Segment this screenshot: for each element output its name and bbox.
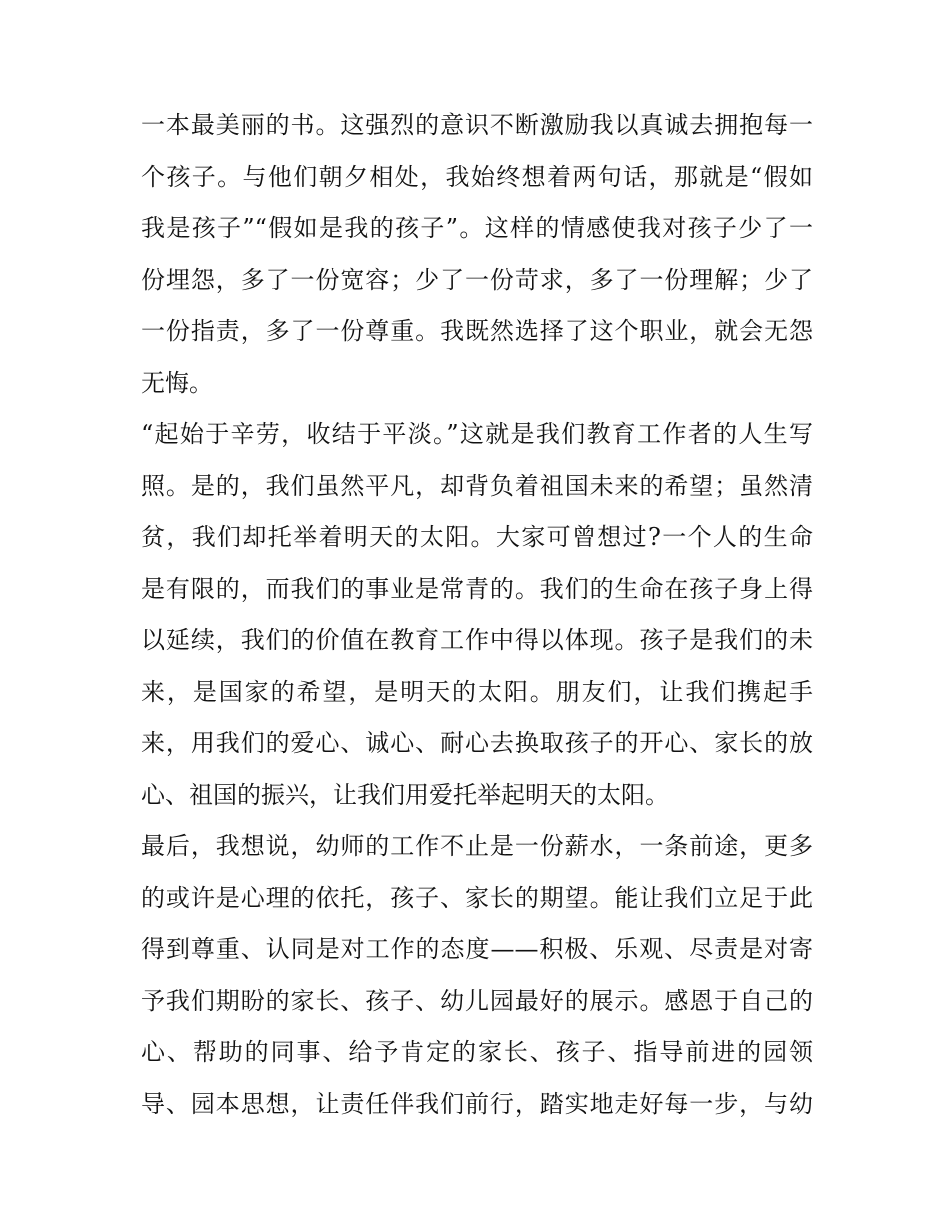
paragraph-1-line-5: 一份指责，多了一份尊重。我既然选择了这个职业，就会无怨 bbox=[141, 317, 813, 345]
paragraph-3-line-6: 导、园本思想，让责任伴我们前行，踏实地走好每一步，与幼 bbox=[141, 1089, 813, 1118]
paragraph-3-line-4: 予我们期盼的家长、孩子、幼儿园最好的展示。感恩于自己的 bbox=[141, 986, 813, 1015]
paragraph-2-line-1: “起始于辛劳，收结于平淡。”这就是我们教育工作者的人生写 bbox=[141, 420, 813, 448]
paragraph-2-line-4: 是有限的，而我们的事业是常青的。我们的生命在孩子身上得 bbox=[141, 574, 813, 603]
paragraph-3-line-5: 心、帮助的同事、给予肯定的家长、孩子、指导前进的园领 bbox=[141, 1038, 813, 1066]
paragraph-3-line-1: 最后，我想说，幼师的工作不止是一份薪水，一条前途，更多 bbox=[141, 832, 813, 860]
paragraph-1-line-3: 我是孩子”“假如是我的孩子”。这样的情感使我对孩子少了一 bbox=[141, 214, 813, 242]
paragraph-1-line-4: 份埋怨，多了一份宽容；少了一份苛求，多了一份理解；少了 bbox=[141, 265, 813, 294]
paragraph-1-line-2: 个孩子。与他们朝夕相处，我始终想着两句话，那就是“假如 bbox=[141, 162, 813, 191]
paragraph-1-line-1: 一本最美丽的书。这强烈的意识不断激励我以真诚去拥抱每一 bbox=[141, 111, 813, 139]
text-column bbox=[141, 100, 813, 1130]
paragraph-2-line-3: 贫，我们却托举着明天的太阳。大家可曾想过?一个人的生命 bbox=[141, 523, 813, 551]
paragraph-2-line-6: 来，是国家的希望，是明天的太阳。朋友们，让我们携起手 bbox=[141, 677, 813, 706]
paragraph-3-line-3: 得到尊重、认同是对工作的态度——积极、乐观、尽责是对寄 bbox=[141, 935, 813, 963]
paragraph-2-line-5: 以延续，我们的价值在教育工作中得以体现。孩子是我们的未 bbox=[141, 626, 813, 654]
paragraph-3-line-2: 的或许是心理的依托，孩子、家长的期望。能让我们立足于此 bbox=[141, 883, 813, 912]
paragraph-2-line-8: 心、祖国的振兴，让我们用爱托举起明天的太阳。 bbox=[141, 780, 669, 809]
paragraph-1-line-6: 无悔。 bbox=[141, 368, 213, 397]
paragraph-2-line-7: 来，用我们的爱心、诚心、耐心去换取孩子的开心、家长的放 bbox=[141, 729, 813, 757]
paragraph-2-line-2: 照。是的，我们虽然平凡，却背负着祖国未来的希望；虽然清 bbox=[141, 471, 813, 500]
